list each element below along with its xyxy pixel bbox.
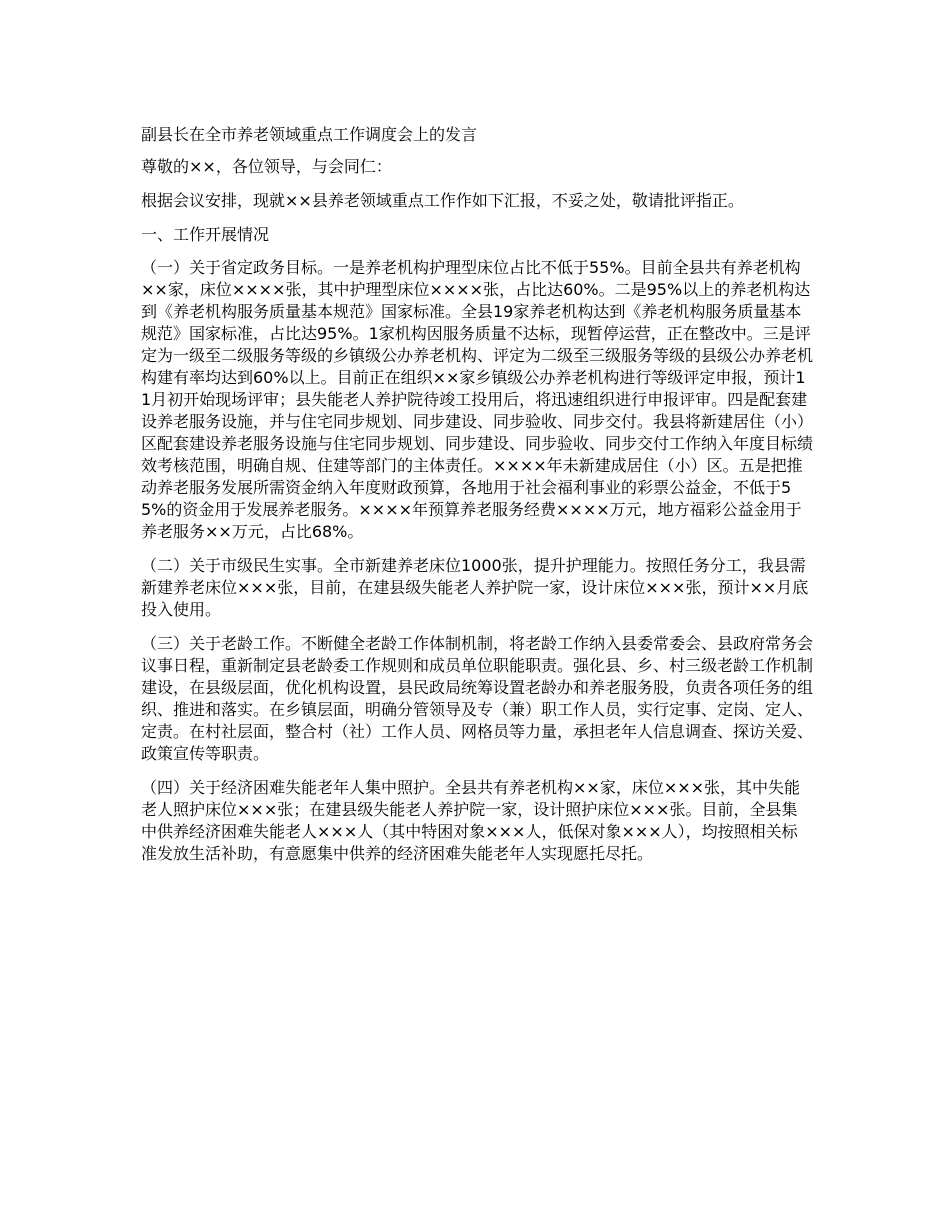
intro-paragraph: 根据会议安排，现就××县养老领域重点工作作如下汇报，不妥之处，敬请批评指正。: [141, 191, 744, 210]
document-page: [141, 124, 813, 877]
paragraph-provincial-goals: （一）关于省定政务目标。一是养老机构护理型床位占比不低于55%。目前全县共有养老机构××家，床位××××张，其中护理型床位××××张，占比达60%。二是95%以上的养老机构达到《养老机构服务质量基本规范》国家标准。全县19家养老机构达到《养老机构服务质量基本规范》国家标准，占比达95%。1家机构因服务质量不达标，现暂停运营，正在整改中。三是评定为一级至二级服务等级的乡镇级公办养老机构、评定为二级至三级服务等级的县级公办养老机构建有率均达到60%以上。目前正在组织××家乡镇级公办养老机构进行等级评定申报，预计11月初开始现场评审；县失能老人养护院待竣工投用后，将迅速组织进行申报评审。四是配套建设养老服务设施，并与住宅同步规划、同步建设、同步验收、同步交付。我县将新建居住（小）区配套建设养老服务设施与住宅同步规划、同步建设、同步验收、同步交付工作纳入年度目标绩效考核范围，明确自规、住建等部门的主体责任。××××年未新建成居住（小）区。五是把推动养老服务发展所需资金纳入年度财政预算，各地用于社会福利事业的彩票公益金，不低于55%的资金用于发展养老服务。××××年预算养老服务经费××××万元，地方福彩公益金用于养老服务××万元，占比68%。: [141, 258, 814, 541]
salutation: 尊敬的××，各位领导，与会同仁：: [141, 157, 392, 176]
paragraph-municipal-projects: （二）关于市级民生实事。全市新建养老床位1000张，提升护理能力。按照任务分工，我县需新建养老床位×××张，目前，在建县级失能老人养护院一家，设计床位×××张，预计××月底投入使用。: [141, 556, 809, 619]
document-title: 副县长在全市养老领域重点工作调度会上的发言: [141, 125, 478, 144]
paragraph-centralized-care: （四）关于经济困难失能老年人集中照护。全县共有养老机构××家，床位×××张，其中失能老人照护床位×××张；在建县级失能老人养护院一家，设计照护床位×××张。目前，全县集中供养经济困难失能老人×××人（其中特困对象×××人，低保对象×××人），均按照相关标准发放生活补助，有意愿集中供养的经济困难失能老年人实现愿托尽托。: [141, 778, 801, 863]
section-heading: 一、工作开展情况: [141, 225, 270, 244]
paragraph-aging-work: （三）关于老龄工作。不断健全老龄工作体制机制，将老龄工作纳入县委常委会、县政府常务会议事日程，重新制定县老龄委工作规则和成员单位职能职责。强化县、乡、村三级老龄工作机制建设，在县级层面，优化机构设置，县民政局统筹设置老龄办和养老服务股，负责各项任务的组织、推进和落实。在乡镇层面，明确分管领导及专（兼）职工作人员，实行定事、定岗、定人、定责。在村社层面，整合村（社）工作人员、网格员等力量，承担老年人信息调查、探访关爱、政策宣传等职责。: [141, 634, 814, 763]
